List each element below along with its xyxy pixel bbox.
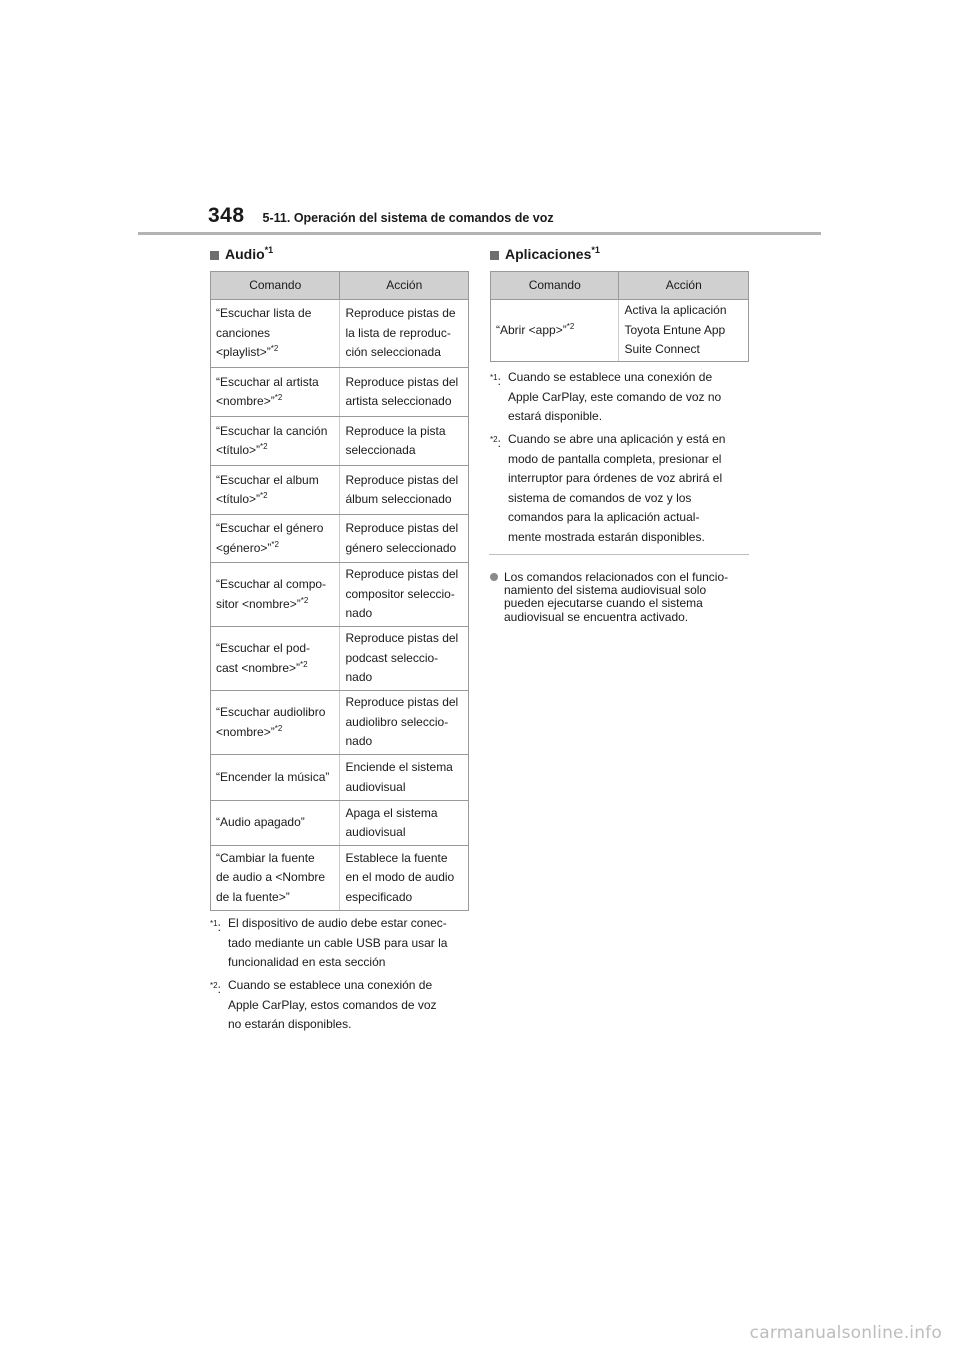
action-line: Activa la aplicación (624, 303, 727, 318)
footnote (210, 914, 447, 973)
action-cell (340, 755, 469, 801)
command-cell (211, 846, 340, 911)
action-cell (340, 368, 469, 417)
column-header-command: Comando (491, 272, 619, 300)
action-line: Reproduce pistas del (345, 521, 459, 535)
command-line: “Escuchar el pod- (216, 641, 311, 655)
action-cell (340, 846, 469, 911)
command-line: “Escuchar al compo- (216, 577, 327, 591)
footnote-line: funcionalidad en esta sección (228, 955, 386, 969)
command-line: “Escuchar el album (216, 472, 319, 487)
command-line: <nombre>”$^{*2}$ (216, 723, 283, 739)
footnote-ref: *2 (270, 344, 279, 354)
command-cell (211, 691, 340, 755)
footnote-line: no estarán disponibles. (228, 1017, 352, 1031)
action-line: Reproduce pistas del (345, 472, 459, 487)
action-cell (340, 300, 469, 368)
square-bullet-icon (490, 251, 499, 260)
table-row (211, 627, 469, 691)
column-header-action: Acción (619, 272, 749, 300)
footnote-ref: *2 (274, 393, 283, 402)
table-row (211, 466, 469, 515)
action-line: ción seleccionada (345, 345, 441, 360)
footnote-text (508, 430, 725, 547)
column-header-action: Acción (340, 272, 469, 300)
action-line: Reproduce pistas del (345, 374, 459, 389)
page-header (208, 204, 554, 228)
table-row (211, 300, 469, 368)
command-line: canciones (216, 325, 271, 340)
footnote (490, 430, 725, 547)
square-bullet-icon (210, 251, 219, 260)
action-line: especificado (345, 889, 413, 904)
footnote (210, 976, 437, 1035)
footnote-line: interruptor para órdenes de voz abrirá el (508, 471, 723, 485)
action-line: artista seleccionado (345, 394, 452, 408)
apps-section-title (490, 246, 600, 262)
action-line: Reproduce la pista (345, 423, 446, 438)
command-line: <nombre>”$^{*2}$ (216, 393, 283, 408)
action-line: Toyota Entune App (624, 322, 726, 337)
action-line: Reproduce pistas del (345, 631, 459, 646)
audio-command-table (210, 271, 469, 911)
table-row (211, 691, 469, 755)
action-cell (340, 466, 469, 515)
action-cell (340, 515, 469, 563)
footnote-ref: *2 (271, 539, 279, 549)
action-line: compositor seleccio- (345, 586, 455, 601)
command-line: “Escuchar audiolibro (216, 705, 326, 719)
command-line: “Escuchar al artista (216, 374, 319, 389)
action-line: podcast seleccio- (345, 650, 439, 665)
action-line: Enciende el sistema (345, 760, 453, 774)
footnote (490, 368, 721, 427)
action-line: Reproduce pistas del (345, 567, 459, 582)
command-cell (211, 563, 340, 627)
footnote-mark: *1 (210, 919, 218, 928)
table-row (491, 300, 749, 362)
action-line: Apaga el sistema (345, 805, 438, 820)
footnote-line: tado mediante un cable USB para usar la (228, 935, 448, 950)
command-line: “Cambiar la fuente (216, 850, 315, 865)
note-item (490, 571, 728, 624)
note-line: audiovisual se encuentra activado. (504, 609, 689, 624)
table-row (211, 755, 469, 801)
command-line: “Escuchar lista de (216, 306, 312, 321)
table-row (211, 417, 469, 466)
footnote-line: Cuando se establece una conexión de (508, 370, 713, 384)
apps-title-mark: *1 (591, 245, 600, 255)
command-line: “Escuchar el género (216, 521, 324, 535)
footnote-mark: *2 (210, 981, 218, 990)
note-line: Los comandos relacionados con el funcio- (504, 570, 729, 584)
action-line: la lista de reproduc- (345, 325, 451, 340)
watermark: carmanualsonline.info (749, 1323, 942, 1343)
footnote-text (228, 976, 437, 1035)
action-line: álbum seleccionado (345, 492, 452, 506)
footnote-line: El dispositivo de audio debe estar conec- (228, 916, 447, 930)
action-cell (340, 417, 469, 466)
action-line: audiolibro seleccio- (345, 714, 449, 729)
command-cell (211, 515, 340, 563)
action-line: Establece la fuente (345, 850, 448, 865)
command-line: “Abrir <app>”$^{*2}$ (496, 321, 575, 337)
command-line: <título>”$^{*2}$ (216, 442, 268, 457)
footnote-marker: $^{*1}$: (210, 919, 221, 934)
audio-title-mark: *1 (264, 245, 274, 255)
footnote-line: Cuando se abre una aplicación y está en (508, 432, 726, 446)
footnote-line: Apple CarPlay, este comando de voz no (508, 389, 722, 404)
footnote-ref: *2 (566, 321, 575, 331)
action-line: seleccionada (345, 443, 416, 457)
command-line: sitor <nombre>”$^{*2}$ (216, 595, 309, 611)
command-cell (211, 801, 340, 846)
command-cell (211, 466, 340, 515)
action-line: nado (345, 606, 373, 621)
footnote-line: mente mostrada estarán disponibles. (508, 529, 705, 544)
command-cell (211, 417, 340, 466)
command-line: <título>”$^{*2}$ (216, 491, 268, 506)
footnote-text (508, 368, 721, 427)
command-line: “Audio apagado” (216, 815, 305, 830)
table-header-row (491, 272, 749, 300)
table-row (211, 515, 469, 563)
footnote-ref: *2 (300, 595, 309, 605)
footnote-marker: $^{*2}$: (490, 435, 501, 450)
apps-command-table (490, 271, 749, 362)
table-header-row (211, 272, 469, 300)
action-line: nado (345, 734, 373, 749)
header-rule (138, 232, 821, 235)
bullet-dot-icon (490, 573, 498, 581)
footnote-marker: $^{*2}$: (210, 981, 221, 996)
footnote-line: modo de pantalla completa, presionar el (508, 451, 722, 466)
footnote-line: Cuando se establece una conexión de (228, 978, 433, 992)
footnote-mark: *2 (490, 435, 498, 444)
footnote-line: comandos para la aplicación actual- (508, 510, 700, 524)
table-row (211, 368, 469, 417)
action-line: nado (345, 670, 373, 685)
footnote-mark: *1 (490, 373, 498, 382)
note-line: pueden ejecutarse cuando el sistema (504, 596, 703, 611)
section-divider (489, 554, 749, 555)
note-line: namiento del sistema audiovisual solo (504, 583, 707, 598)
footnote-ref: *2 (260, 442, 268, 451)
table-row (211, 801, 469, 846)
command-line: <playlist>”$^{*2}$ (216, 344, 279, 360)
footnote-ref: *2 (274, 723, 283, 733)
command-line: de la fuente>” (216, 889, 290, 904)
action-line: audiovisual (345, 779, 406, 794)
note-text (504, 571, 728, 624)
audio-title-text: Audio (225, 246, 265, 262)
command-cell (211, 368, 340, 417)
footnote-line: sistema de comandos de voz y los (508, 490, 692, 505)
footnote-line: estará disponible. (508, 409, 603, 423)
action-line: en el modo de audio (345, 870, 455, 885)
action-cell (340, 627, 469, 691)
action-line: Reproduce pistas del (345, 695, 459, 710)
table-row (211, 846, 469, 911)
action-cell (340, 691, 469, 755)
command-line: cast <nombre>”$^{*2}$ (216, 659, 308, 675)
action-line: audiovisual (345, 825, 406, 839)
footnote-ref: *2 (260, 491, 268, 500)
action-cell (340, 801, 469, 846)
footnote-line: Apple CarPlay, estos comandos de voz (228, 997, 437, 1012)
action-line: Reproduce pistas de (345, 306, 456, 321)
command-cell (211, 755, 340, 801)
apps-title-text: Aplicaciones (505, 246, 592, 262)
action-line: género seleccionado (345, 540, 457, 555)
table-row (211, 563, 469, 627)
footnote-marker: $^{*1}$: (490, 373, 501, 388)
action-cell (340, 563, 469, 627)
command-cell (491, 300, 619, 362)
column-header-command: Comando (211, 272, 340, 300)
command-line: de audio a <Nombre (216, 870, 326, 885)
action-cell (619, 300, 749, 362)
footnote-ref: *2 (300, 659, 308, 669)
page-number: 348 (208, 204, 245, 227)
action-line: Suite Connect (624, 342, 700, 357)
chapter-title: 5-11. Operación del sistema de comandos de voz (262, 211, 554, 225)
command-line: <género>”$^{*2}$ (216, 539, 279, 555)
command-line: “Encender la música” (216, 769, 330, 784)
footnote-text (228, 914, 447, 973)
command-line: “Escuchar la canción (216, 423, 328, 438)
command-cell (211, 627, 340, 691)
command-cell (211, 300, 340, 368)
audio-section-title (210, 246, 273, 262)
